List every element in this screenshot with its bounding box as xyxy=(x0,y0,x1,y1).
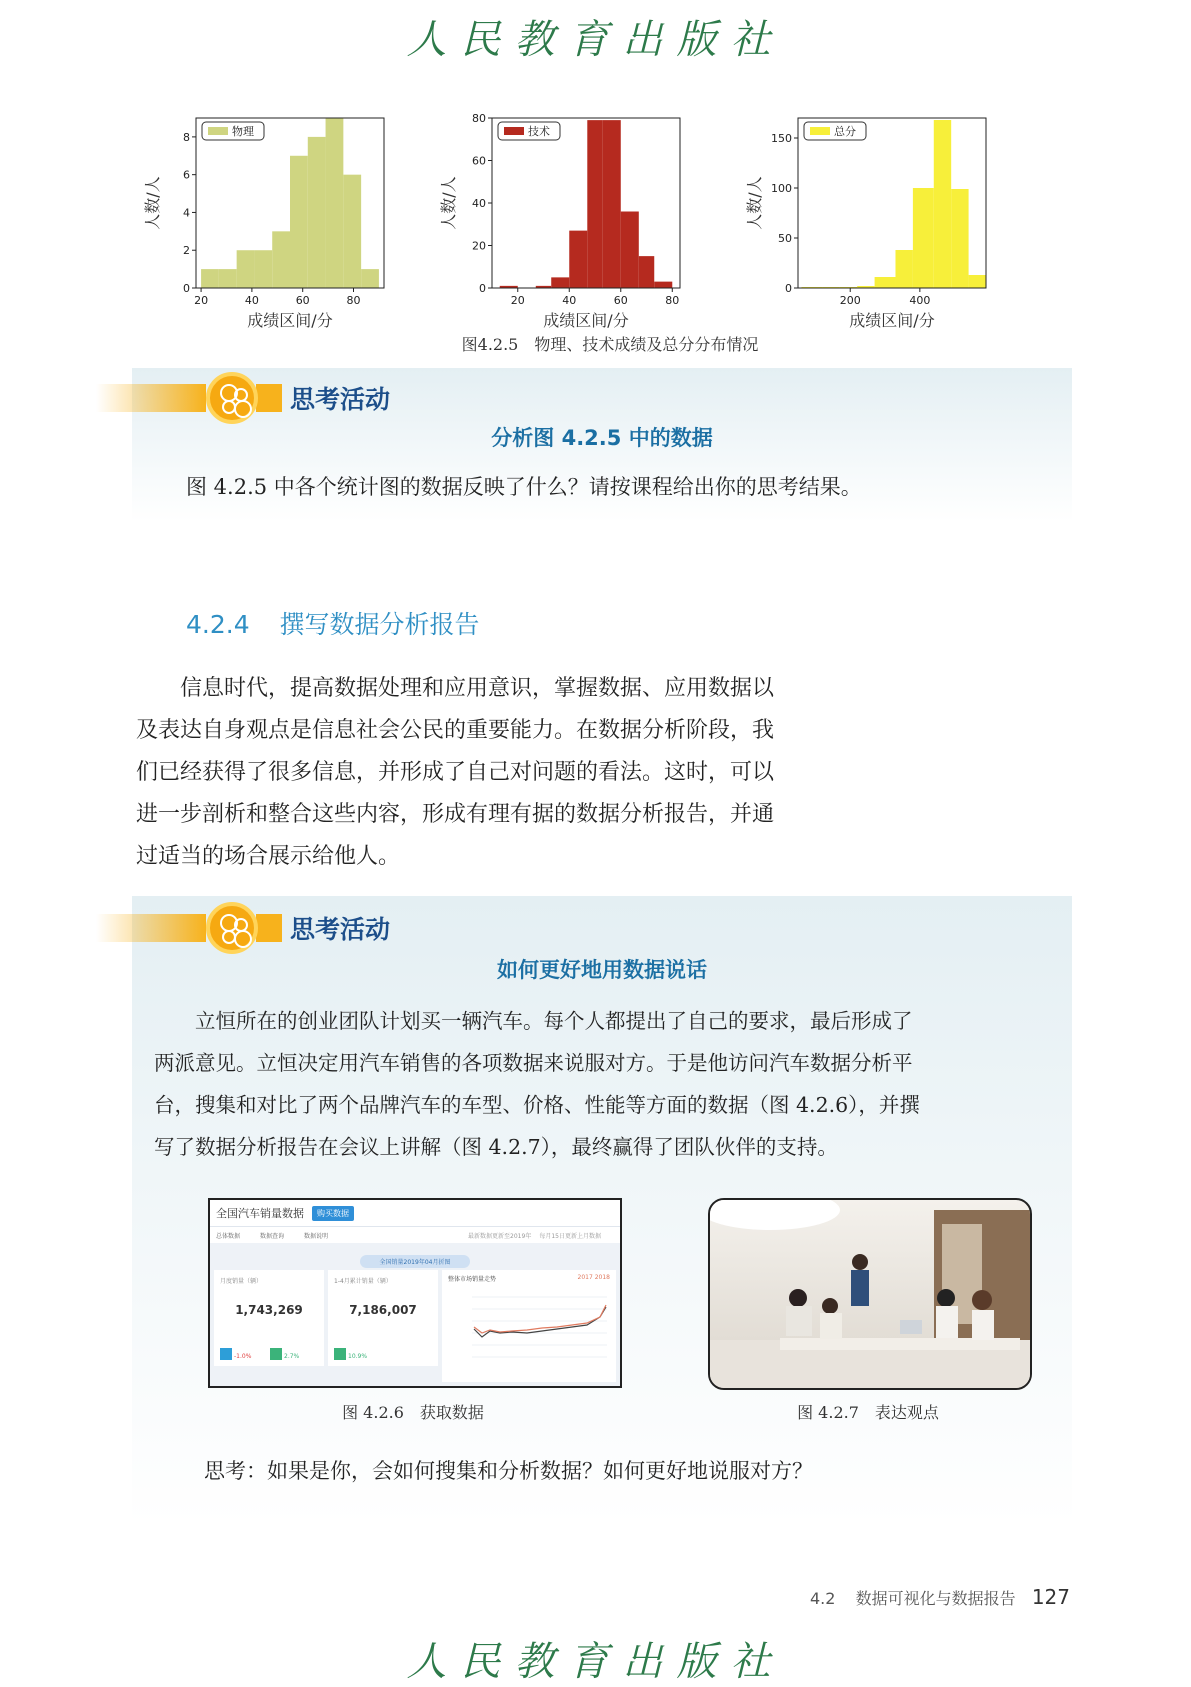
section-title: 撰写数据分析报告 xyxy=(279,610,480,639)
figure-4-2-5-charts xyxy=(120,100,1060,336)
legend-swatch xyxy=(504,127,524,135)
card-monthly-yoy: -1.0% xyxy=(234,1353,252,1360)
histogram-bar xyxy=(237,250,255,288)
legend-swatch xyxy=(208,127,228,135)
x-tick-label: 400 xyxy=(909,294,931,307)
histogram-bar xyxy=(603,120,621,288)
think-activity-2-header xyxy=(96,902,390,954)
buy-data-button[interactable]: 购买数据 xyxy=(312,1206,354,1221)
y-axis-label: 人数/人 xyxy=(439,176,458,230)
section-number: 4.2.4 xyxy=(186,610,250,639)
mom-icon xyxy=(270,1348,282,1360)
figure-4-2-7-photo xyxy=(708,1198,1032,1390)
tab-query[interactable]: 数据查询 xyxy=(260,1232,285,1240)
x-tick-label: 200 xyxy=(839,294,861,307)
ribbon xyxy=(96,384,206,412)
think-activity-1-text: 图 4.2.5 中各个统计图的数据反映了什么？请按课程给出你的思考结果。 xyxy=(186,475,862,499)
histogram-bar xyxy=(951,189,968,288)
think-activity-2-subtitle: 如何更好地用数据说话 xyxy=(497,958,707,982)
card-monthly-value: 1,743,269 xyxy=(235,1303,303,1317)
histogram-bar xyxy=(969,275,986,288)
histogram-3 xyxy=(745,118,986,330)
x-axis-label: 成绩区间/分 xyxy=(543,311,629,330)
histogram-bar xyxy=(654,282,672,288)
bubbles-icon xyxy=(206,372,258,424)
y-tick-label: 100 xyxy=(771,182,792,195)
body-line: 及表达自身观点是信息社会公民的重要能力。在数据分析阶段，我 xyxy=(136,718,775,743)
x-tick-label: 20 xyxy=(510,294,525,307)
figure-4-2-6-caption: 图 4.2.6 获取数据 xyxy=(342,1403,484,1422)
figure-4-2-7-caption: 图 4.2.7 表达观点 xyxy=(797,1403,939,1422)
section-heading xyxy=(186,605,480,641)
page-footer xyxy=(800,1585,1070,1609)
histogram-1 xyxy=(143,118,384,330)
ribbon-tail xyxy=(256,914,282,942)
body-line: 信息时代，提高数据处理和应用意识，掌握数据、应用数据以 xyxy=(136,676,775,701)
body-line: 过适当的场合展示给他人。 xyxy=(136,844,401,869)
histogram-bar xyxy=(272,231,290,288)
think-activity-2-text xyxy=(154,1000,1064,1168)
trend-line-chart xyxy=(442,1287,612,1377)
y-axis-label: 人数/人 xyxy=(143,176,162,230)
histogram-bar xyxy=(361,269,379,288)
x-axis-label: 成绩区间/分 xyxy=(247,311,333,330)
histogram-bar xyxy=(254,250,272,288)
series-2017-line xyxy=(474,1307,606,1337)
histogram-bar xyxy=(895,250,912,288)
x-tick-label: 80 xyxy=(665,294,680,307)
activity-line: 两派意见。立恒决定用汽车销售的各项数据来说服对方。于是他访问汽车数据分析平 xyxy=(154,1051,913,1075)
publisher-logo-bottom: 人民教育出版社 xyxy=(406,1639,785,1685)
legend-label: 技术 xyxy=(528,125,550,138)
y-tick-label: 40 xyxy=(472,197,486,210)
page-number: 127 xyxy=(1031,1585,1070,1609)
card-cumulative-value: 7,186,007 xyxy=(349,1303,417,1317)
publisher-logo-top: 人民教育出版社 xyxy=(406,17,785,63)
bubbles-icon xyxy=(206,902,258,954)
body-paragraph xyxy=(136,668,876,878)
card-cumulative-label: 1-4月累计销量（辆） xyxy=(334,1278,392,1285)
figure-4-2-6-screenshot xyxy=(208,1198,622,1388)
figure-4-2-5-caption: 图4.2.5 物理、技术成绩及总分分布情况 xyxy=(461,335,759,354)
y-tick-label: 4 xyxy=(183,206,190,220)
y-axis-label: 人数/人 xyxy=(745,176,764,230)
histogram-bar xyxy=(201,269,219,288)
meeting-illustration xyxy=(710,1200,1030,1388)
date-selector[interactable]: 全国销量2019年04月折图 xyxy=(360,1255,471,1268)
x-tick-label: 80 xyxy=(346,294,361,307)
histogram-bar xyxy=(308,137,326,288)
ribbon-tail xyxy=(256,384,282,412)
yoy-icon xyxy=(220,1348,232,1360)
legend-2017: 2017 xyxy=(577,1274,593,1281)
card-monthly-mom: 2.7% xyxy=(284,1353,300,1360)
x-tick-label: 60 xyxy=(613,294,628,307)
histogram-bar xyxy=(934,120,951,288)
trend-chart-title: 整体市场销量走势 xyxy=(448,1276,497,1283)
update-note: 最新数据更新至2019年 xyxy=(468,1232,532,1240)
histogram-bar xyxy=(343,175,361,288)
y-tick-label: 50 xyxy=(778,232,792,245)
think-question: 思考：如果是你，会如何搜集和分析数据？如何更好地说服对方？ xyxy=(204,1459,813,1483)
y-tick-label: 60 xyxy=(472,154,486,168)
legend-2018: 2018 xyxy=(594,1274,610,1281)
activity-line: 台，搜集和对比了两个品牌汽车的车型、价格、性能等方面的数据（图 4.2.6），并撰 xyxy=(154,1093,920,1117)
body-line: 们已经获得了很多信息，并形成了自己对问题的看法。这时，可以 xyxy=(136,760,775,785)
tab-explain[interactable]: 数据说明 xyxy=(304,1232,329,1240)
x-tick-label: 60 xyxy=(295,294,310,307)
tab-overall[interactable]: 总体数据 xyxy=(216,1232,241,1240)
card-monthly-label: 月度销量（辆） xyxy=(220,1278,263,1285)
histogram-bar xyxy=(551,277,569,288)
y-tick-label: 2 xyxy=(183,244,190,258)
activity-line: 立恒所在的创业团队计划买一辆汽车。每个人都提出了自己的要求，最后形成了 xyxy=(154,1009,913,1033)
think-activity-1-label: 思考活动 xyxy=(290,385,391,414)
yoy-icon xyxy=(334,1348,346,1360)
x-tick-label: 20 xyxy=(194,294,209,307)
y-tick-label: 0 xyxy=(183,282,190,295)
activity-line: 写了数据分析报告在会议上讲解（图 4.2.7），最终赢得了团队伙伴的支持。 xyxy=(154,1135,838,1159)
x-axis-label: 成绩区间/分 xyxy=(849,311,935,330)
ribbon xyxy=(96,914,206,942)
histogram-bar xyxy=(219,269,237,288)
screenshot-title: 全国汽车销量数据 xyxy=(216,1207,304,1220)
histogram-bar xyxy=(290,156,308,288)
histogram-bar xyxy=(326,118,344,288)
y-tick-label: 8 xyxy=(183,130,190,144)
legend-swatch xyxy=(810,127,830,135)
histogram-2 xyxy=(439,112,680,330)
update-note-monthly: 每月15日更新上月数据 xyxy=(539,1232,601,1240)
think-activity-1-header xyxy=(96,372,390,424)
y-tick-label: 150 xyxy=(771,132,792,145)
histogram-bar xyxy=(875,277,896,288)
y-tick-label: 0 xyxy=(479,282,486,295)
x-tick-label: 40 xyxy=(244,294,259,307)
legend-label: 总分 xyxy=(834,125,856,138)
legend-label: 物理 xyxy=(232,125,254,138)
think-activity-1-subtitle: 分析图 4.2.5 中的数据 xyxy=(491,426,713,450)
histogram-bar xyxy=(569,231,587,288)
body-line: 进一步剖析和整合这些内容，形成有理有据的数据分析报告，并通 xyxy=(136,802,775,827)
think-activity-2-label: 思考活动 xyxy=(290,915,391,944)
histogram-bar xyxy=(639,256,654,288)
footer-title: 数据可视化与数据报告 xyxy=(855,1589,1016,1608)
y-tick-label: 6 xyxy=(183,168,190,182)
y-tick-label: 20 xyxy=(472,239,486,253)
y-tick-label: 0 xyxy=(785,282,792,295)
histogram-bar xyxy=(913,188,934,288)
footer-section: 4.2 xyxy=(809,1589,836,1608)
histogram-bar xyxy=(621,212,639,289)
card-cumulative-yoy: 10.9% xyxy=(348,1353,368,1360)
x-tick-label: 40 xyxy=(562,294,577,307)
histogram-bar xyxy=(587,120,602,288)
y-tick-label: 80 xyxy=(472,112,486,125)
